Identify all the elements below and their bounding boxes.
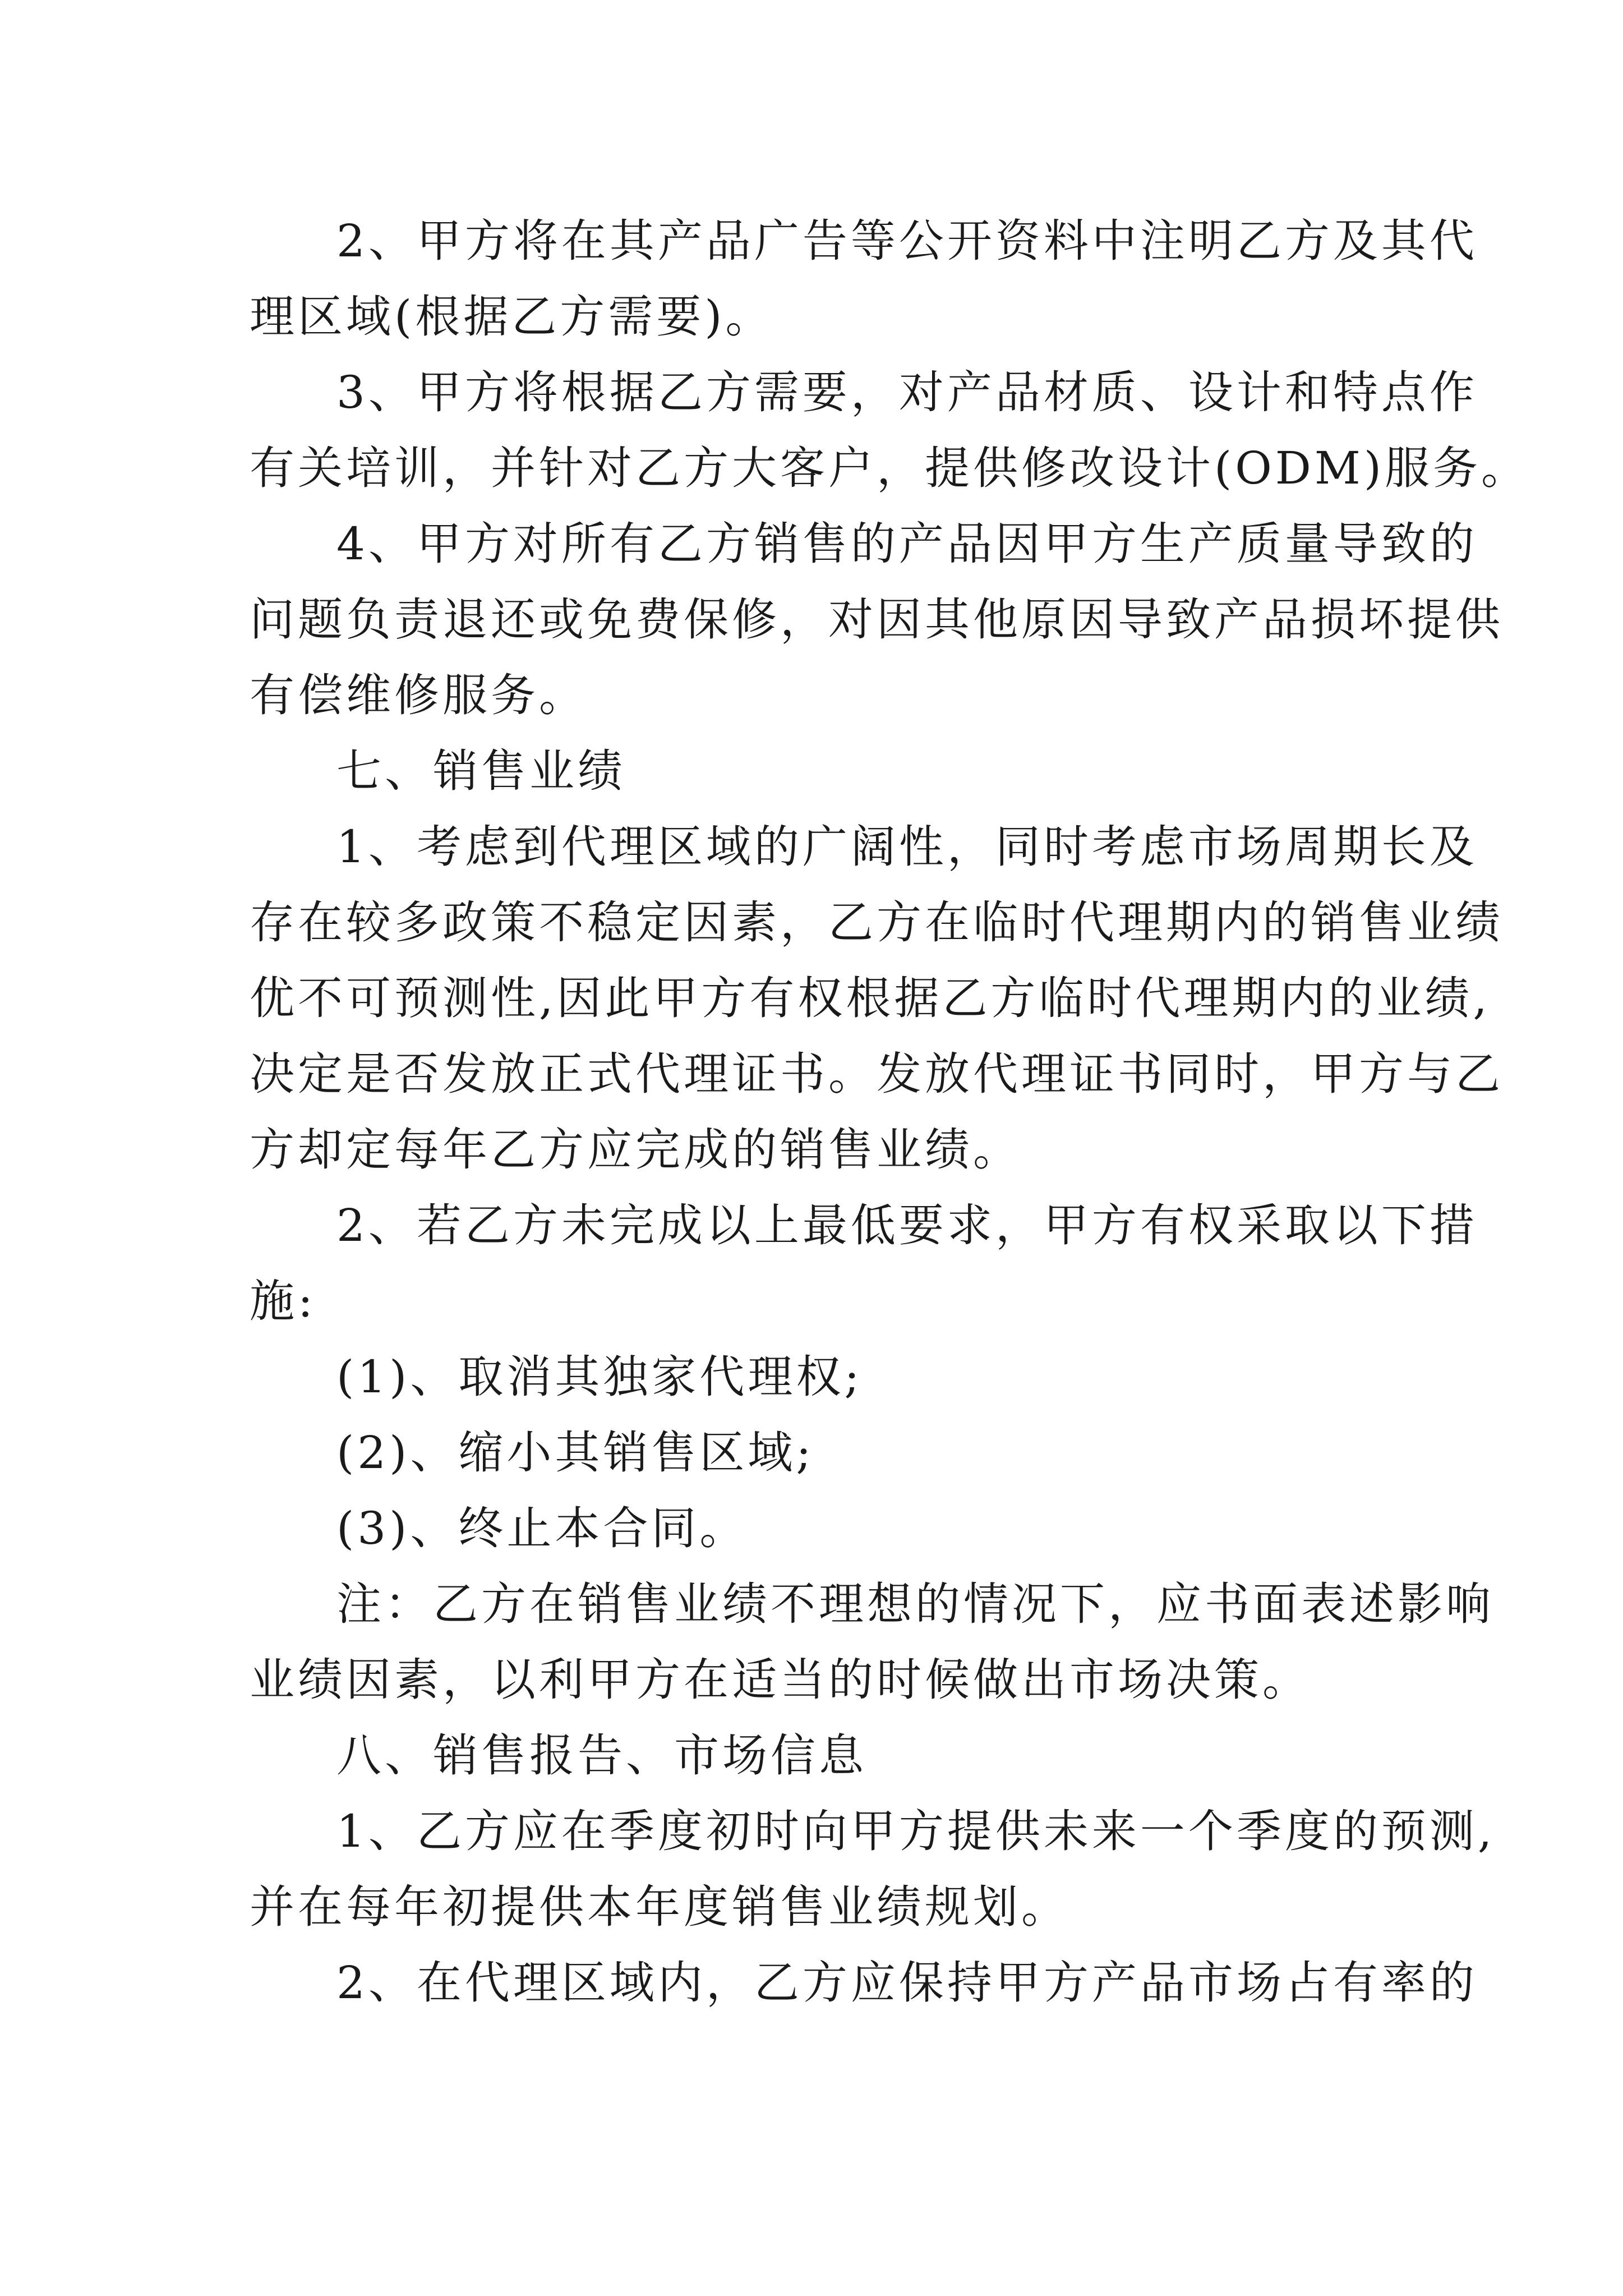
clause-7-1-line-4: 决定是否发放正式代理证书。发放代理证书同时，甲方与乙: [250, 1048, 1504, 1100]
note-line-2: 业绩因素，以利甲方在适当的时候做出市场决策。: [250, 1654, 1311, 1706]
clause-6-3-line-2: 有关培训，并针对乙方大客户，提供修改设计(ODM)服务。: [250, 442, 1530, 494]
clause-6-4-line-1: 4、甲方对所有乙方销售的产品因甲方生产质量导致的: [336, 518, 1478, 570]
clause-8-2-line-1: 2、在代理区域内，乙方应保持甲方产品市场占有率的: [336, 1957, 1478, 2009]
clause-8-1-line-2: 并在每年初提供本年度销售业绩规划。: [250, 1881, 1069, 1933]
clause-7-2-line-2: 施:: [250, 1275, 316, 1327]
clause-7-1-line-3: 优不可预测性,因此甲方有权根据乙方临时代理期内的业绩,: [250, 972, 1491, 1024]
section-8-heading: 八、销售报告、市场信息: [336, 1729, 867, 1782]
clause-7-1-line-1: 1、考虑到代理区域的广阔性，同时考虑市场周期长及: [336, 821, 1478, 873]
measure-item-2: (2)、缩小其销售区域;: [336, 1427, 815, 1479]
clause-8-1-line-1: 1、乙方应在季度初时向甲方提供未来一个季度的预测,: [336, 1805, 1496, 1857]
measure-item-1: (1)、取消其独家代理权;: [336, 1351, 863, 1403]
clause-7-1-line-5: 方却定每年乙方应完成的销售业绩。: [250, 1124, 1021, 1176]
clause-7-2-line-1: 2、若乙方未完成以上最低要求，甲方有权采取以下措: [336, 1199, 1478, 1251]
measure-item-3: (3)、终止本合同。: [336, 1502, 748, 1554]
clause-6-4-line-3: 有偿维修服务。: [250, 669, 587, 721]
clause-6-4-line-2: 问题负责退还或免费保修，对因其他原因导致产品损坏提供: [250, 593, 1504, 646]
clause-6-3-line-1: 3、甲方将根据乙方需要，对产品材质、设计和特点作: [336, 366, 1478, 418]
clause-7-1-line-2: 存在较多政策不稳定因素，乙方在临时代理期内的销售业绩: [250, 896, 1504, 949]
clause-6-2-line-1: 2、甲方将在其产品广告等公开资料中注明乙方及其代: [336, 215, 1478, 267]
note-line-1: 注：乙方在销售业绩不理想的情况下，应书面表述影响: [336, 1578, 1494, 1630]
section-7-heading: 七、销售业绩: [336, 745, 626, 797]
clause-6-2-line-2: 理区域(根据乙方需要)。: [250, 291, 774, 343]
